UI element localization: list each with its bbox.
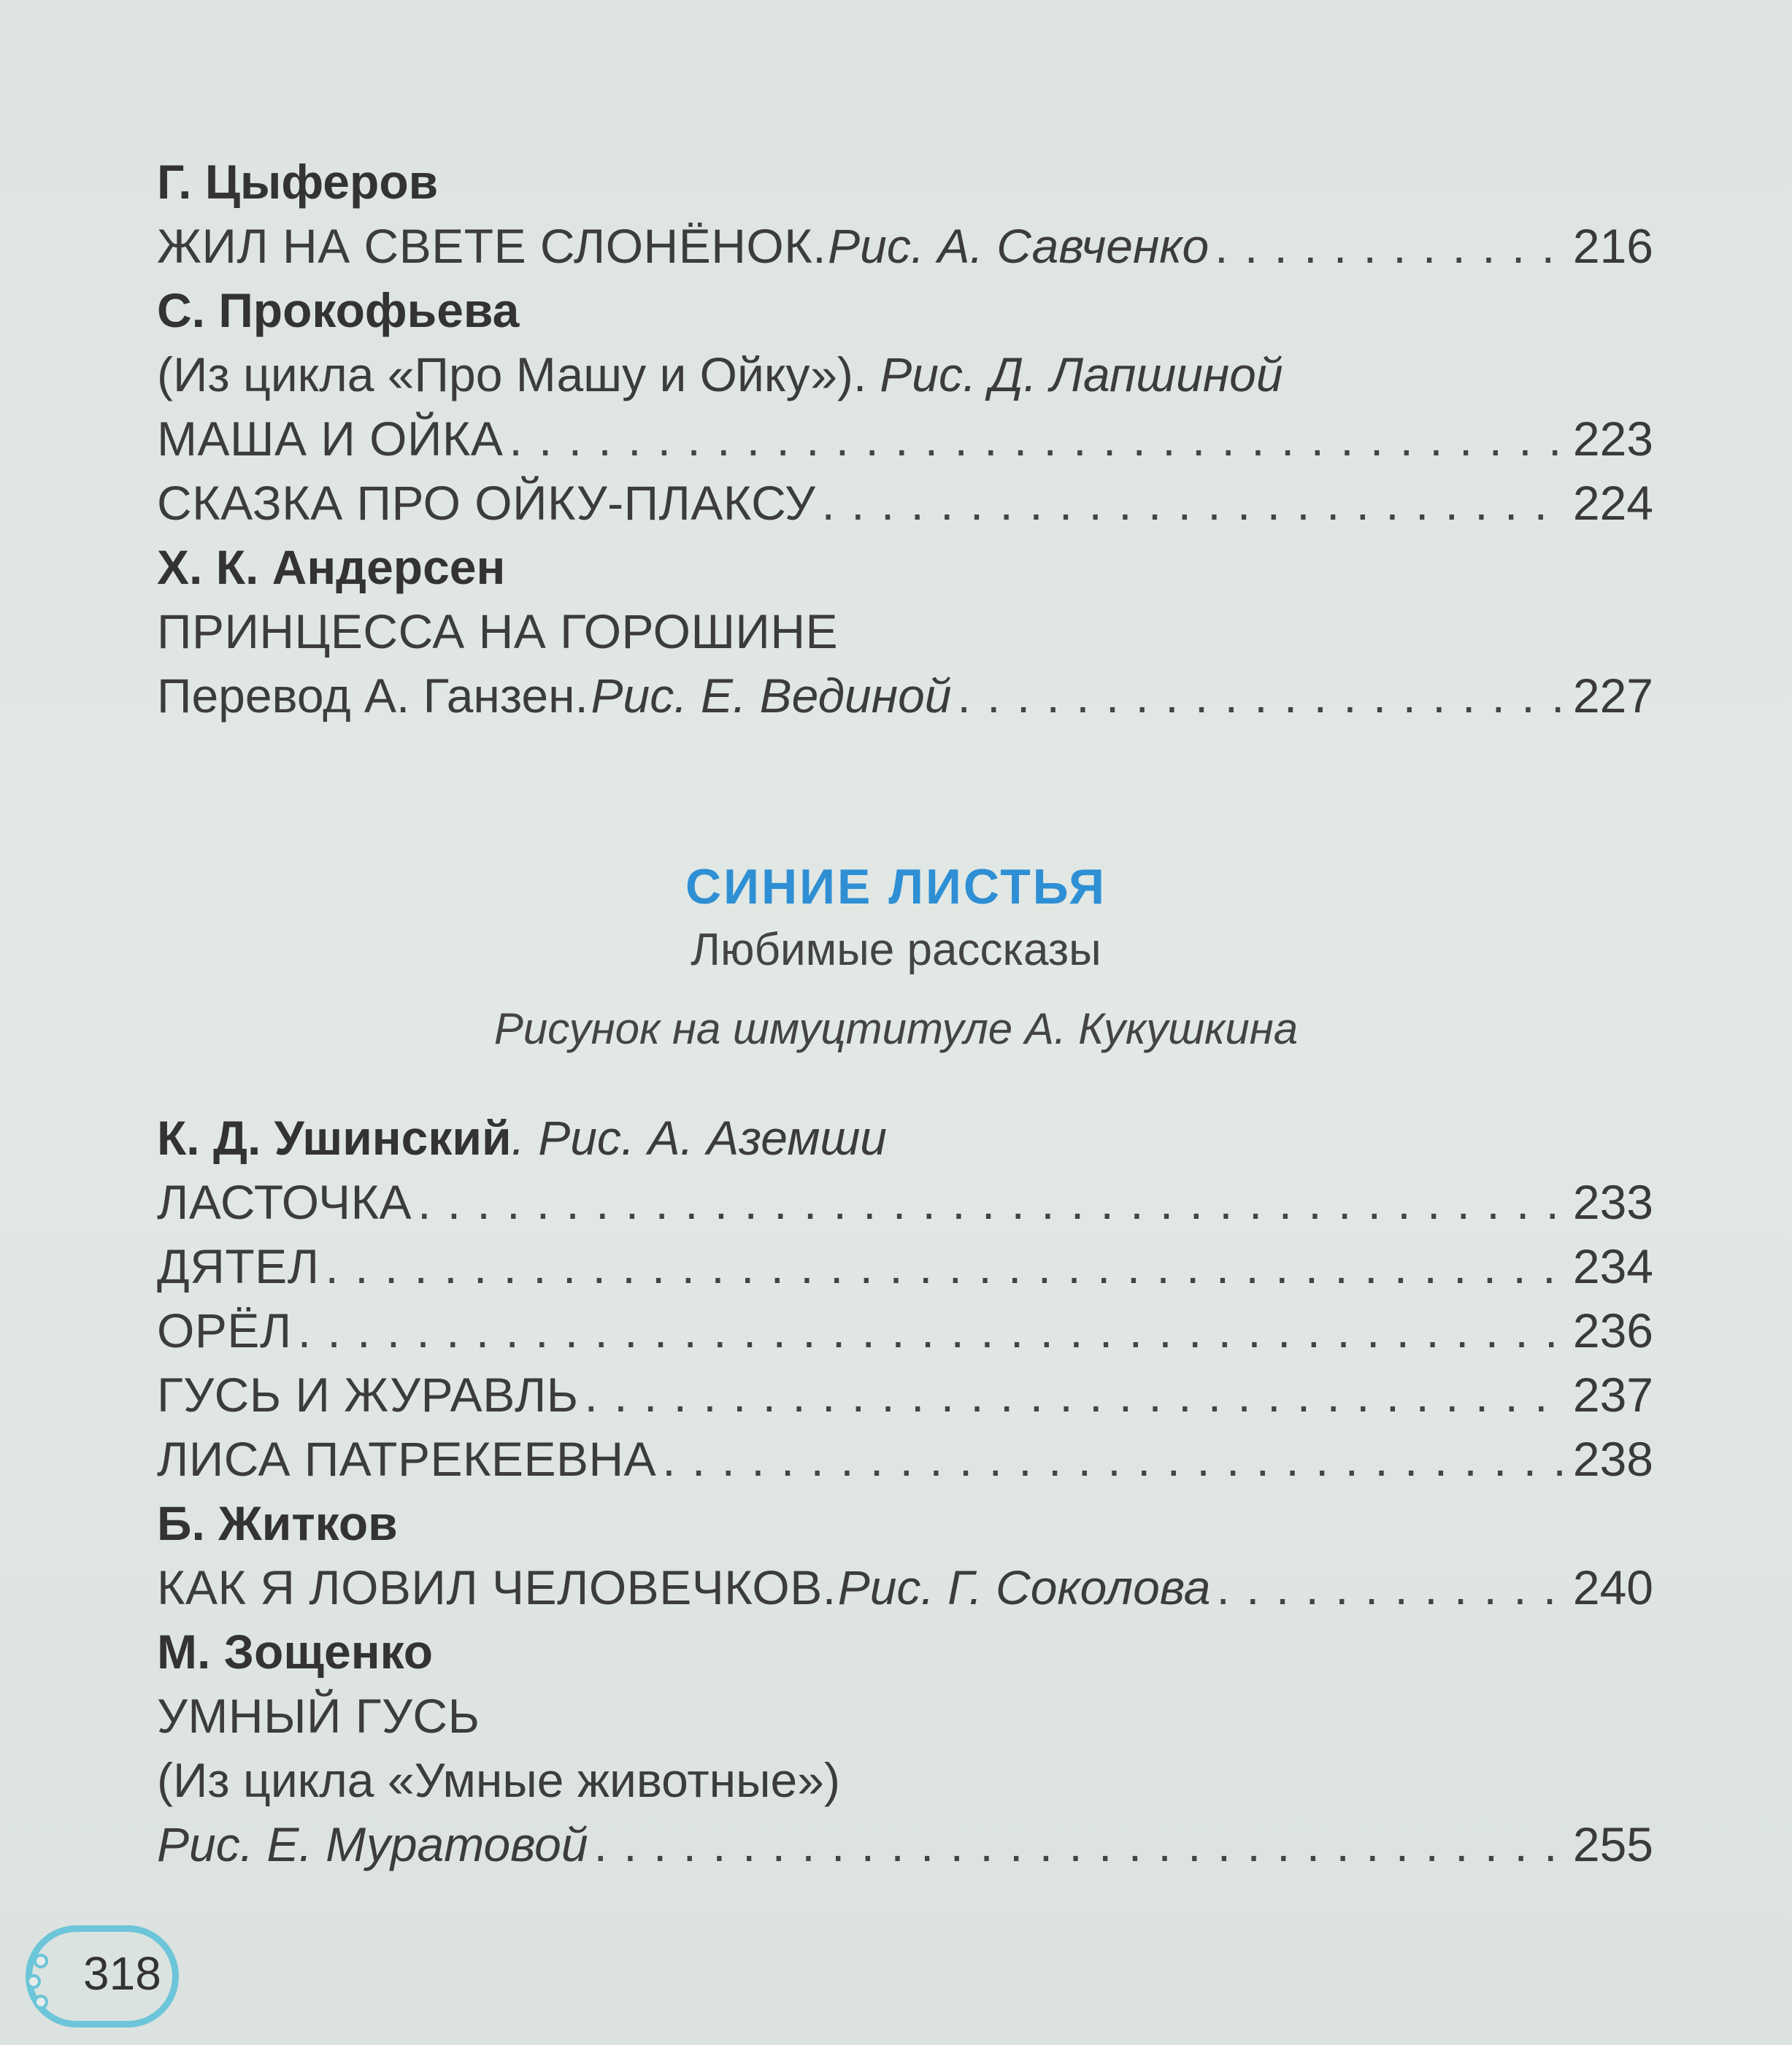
- author-line: [157, 1620, 1653, 1684]
- toc-entry: [157, 1170, 1653, 1234]
- leader-dots: [298, 1298, 1567, 1363]
- entry-title: ЛАСТОЧКА: [157, 1175, 412, 1229]
- page-number: 236: [1572, 1303, 1653, 1357]
- toc-entry: [157, 599, 1653, 663]
- folio-decoration-icon: [31, 1954, 53, 2012]
- toc-entry: [157, 1427, 1653, 1491]
- page-number: 237: [1572, 1368, 1653, 1422]
- entry-title: ОРЁЛ: [157, 1303, 292, 1357]
- toc-block-bottom: [157, 1106, 1653, 1876]
- illustrator-credit: Рис. А. Савченко: [828, 219, 1210, 273]
- cycle-note: (Из цикла «Умные животные»): [157, 1753, 840, 1807]
- toc-entry: [157, 1555, 1653, 1620]
- page-number: 223: [1572, 412, 1653, 466]
- author-line: [157, 278, 1653, 342]
- leader-dots: [662, 1427, 1567, 1491]
- illustrator-credit: Рис. Е. Муратовой: [157, 1817, 588, 1871]
- leader-dots: [1216, 1555, 1566, 1620]
- page-number: 234: [1572, 1239, 1653, 1293]
- illustrator-credit: . Рис. А. Аземши: [511, 1111, 887, 1165]
- toc-entry: [157, 1812, 1653, 1876]
- cycle-line: [157, 1748, 1653, 1812]
- section-note: Рисунок на шмуцтитуле А. Кукушкина: [493, 1004, 1299, 1053]
- leader-dots: [1215, 214, 1567, 278]
- leader-dots: [585, 1363, 1567, 1427]
- author-line: [157, 1106, 1653, 1170]
- entry-title: КАК Я ЛОВИЛ ЧЕЛОВЕЧКОВ.: [157, 1560, 837, 1614]
- leader-dots: [958, 663, 1567, 728]
- author-line: [157, 1491, 1653, 1555]
- page-folio-badge: [26, 1925, 179, 2027]
- author-name: С. Прокофьева: [157, 283, 520, 337]
- cycle-note: (Из цикла «Про Машу и Ойку»).: [157, 347, 867, 401]
- author-name: Б. Житков: [157, 1496, 398, 1550]
- author-line: [157, 535, 1653, 599]
- translator-credit: Перевод А. Ганзен.: [157, 669, 588, 723]
- page-number: 224: [1572, 476, 1653, 530]
- entry-title: ЖИЛ НА СВЕТЕ СЛОНЁНОК.: [157, 219, 827, 273]
- toc-block-top: [157, 150, 1653, 728]
- author-line: [157, 150, 1653, 214]
- illustrator-credit: Рис. Г. Соколова: [837, 1560, 1211, 1614]
- author-name: К. Д. Ушинский: [157, 1111, 512, 1165]
- author-name: Х. К. Андерсен: [157, 540, 506, 594]
- illustrator-credit: Рис. Д. Лапшиной: [880, 347, 1283, 401]
- toc-entry: [157, 1298, 1653, 1363]
- page-number: 238: [1572, 1432, 1653, 1486]
- page-number: 255: [1572, 1817, 1653, 1871]
- leader-dots: [418, 1170, 1567, 1234]
- entry-title: ЛИСА ПАТРЕКЕЕВНА: [157, 1432, 657, 1486]
- toc-entry: [157, 1684, 1653, 1748]
- section-subtitle: Любимые рассказы: [691, 925, 1101, 975]
- leader-dots: [509, 407, 1567, 471]
- entry-title: СКАЗКА ПРО ОЙКУ-ПЛАКСУ: [157, 476, 816, 530]
- page-folio-number: 318: [83, 1947, 161, 2000]
- illustrator-credit: Рис. Е. Вединой: [591, 669, 952, 723]
- cycle-line: [157, 342, 1653, 407]
- entry-title: ГУСЬ И ЖУРАВЛЬ: [157, 1368, 579, 1422]
- entry-title: ПРИНЦЕССА НА ГОРОШИНЕ: [157, 604, 839, 658]
- toc-entry: [157, 1363, 1653, 1427]
- entry-title: МАША И ОЙКА: [157, 412, 504, 466]
- entry-title: УМНЫЙ ГУСЬ: [157, 1689, 480, 1743]
- author-name: М. Зощенко: [157, 1625, 434, 1679]
- leader-dots: [821, 471, 1566, 535]
- entry-title: ДЯТЕЛ: [157, 1239, 320, 1293]
- toc-entry: [157, 471, 1653, 535]
- toc-entry: [157, 663, 1653, 728]
- page-number: 240: [1572, 1560, 1653, 1614]
- toc-entry: [157, 407, 1653, 471]
- section-title: СИНИЕ ЛИСТЬЯ: [685, 859, 1107, 914]
- leader-dots: [326, 1234, 1567, 1298]
- page-number: 233: [1572, 1175, 1653, 1229]
- page-number: 227: [1572, 669, 1653, 723]
- toc-entry: [157, 1234, 1653, 1298]
- toc-entry: [157, 214, 1653, 278]
- page-number: 216: [1572, 219, 1653, 273]
- leader-dots: [594, 1812, 1567, 1876]
- author-name: Г. Цыферов: [157, 155, 439, 209]
